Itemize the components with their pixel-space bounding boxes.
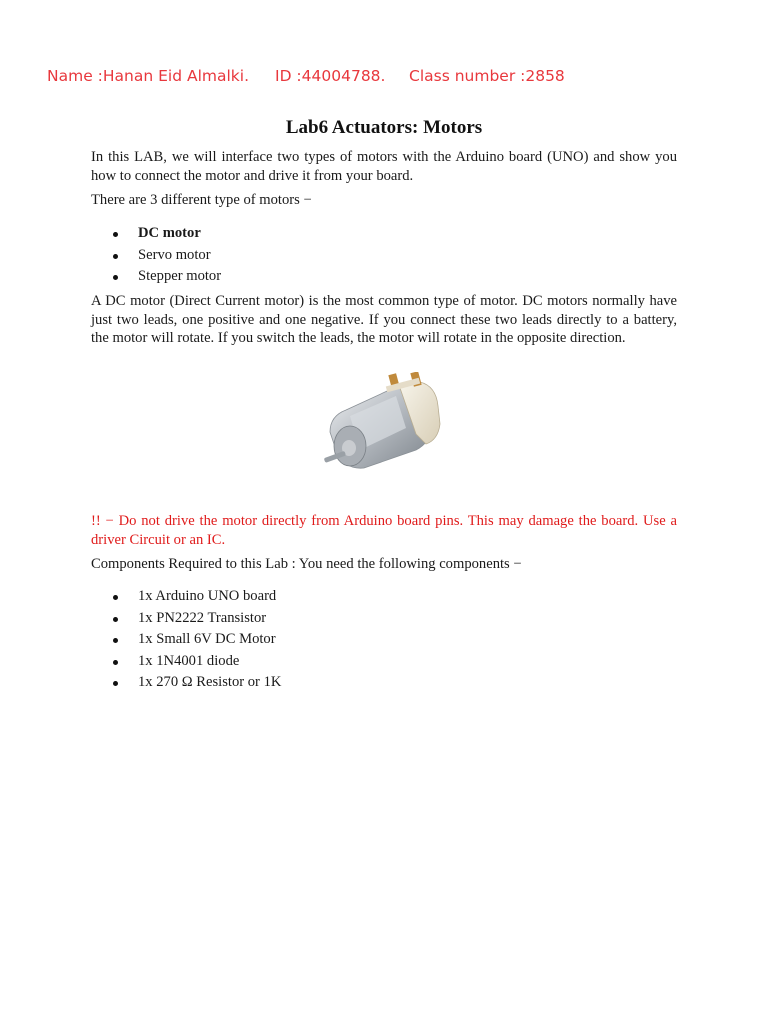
list-item: DC motor <box>110 223 221 245</box>
bullet-icon <box>113 681 118 686</box>
bullet-icon <box>113 638 118 643</box>
list-item: Stepper motor <box>110 266 221 288</box>
motor-types-list <box>110 223 221 288</box>
bullet-icon <box>113 254 118 259</box>
list-item: Servo motor <box>110 245 221 267</box>
bullet-icon <box>113 660 118 665</box>
class-number: Class number :2858 <box>409 67 565 85</box>
dc-motor-description: A DC motor (Direct Current motor) is the most common type of motor. DC motors normally have just two leads, one positive and one negative. If you connect these two leads directly to a battery, the motor will rotate. If you switch the leads, the motor will rotate in the opposite direction. <box>91 293 677 346</box>
motor-types-heading: There are 3 different type of motors − <box>91 192 312 208</box>
warning-note: !! − Do not drive the motor directly from Arduino board pins. This may damage the board. Use a driver Circuit or an IC. <box>91 513 677 548</box>
list-item: 1x PN2222 Transistor <box>110 608 281 630</box>
list-item: 1x Arduino UNO board <box>110 586 281 608</box>
components-heading: Components Required to this Lab : You need the following components − <box>91 556 522 572</box>
bullet-icon <box>113 595 118 600</box>
list-item: 1x Small 6V DC Motor <box>110 629 281 651</box>
student-id: ID :44004788. <box>275 67 386 85</box>
bullet-icon <box>113 232 118 237</box>
components-list <box>110 586 281 694</box>
bullet-icon <box>113 617 118 622</box>
student-name: Name :Hanan Eid Almalki. <box>47 67 249 85</box>
list-item: 1x 1N4001 diode <box>110 651 281 673</box>
intro-paragraph: In this LAB, we will interface two types of motors with the Arduino board (UNO) and show you how to connect the motor and drive it from your board. <box>91 149 677 184</box>
document-title: Lab6 Actuators: Motors <box>285 117 483 138</box>
bullet-icon <box>113 275 118 280</box>
list-item: 1x 270 Ω Resistor or 1K <box>110 672 281 694</box>
dc-motor-image <box>316 372 448 482</box>
